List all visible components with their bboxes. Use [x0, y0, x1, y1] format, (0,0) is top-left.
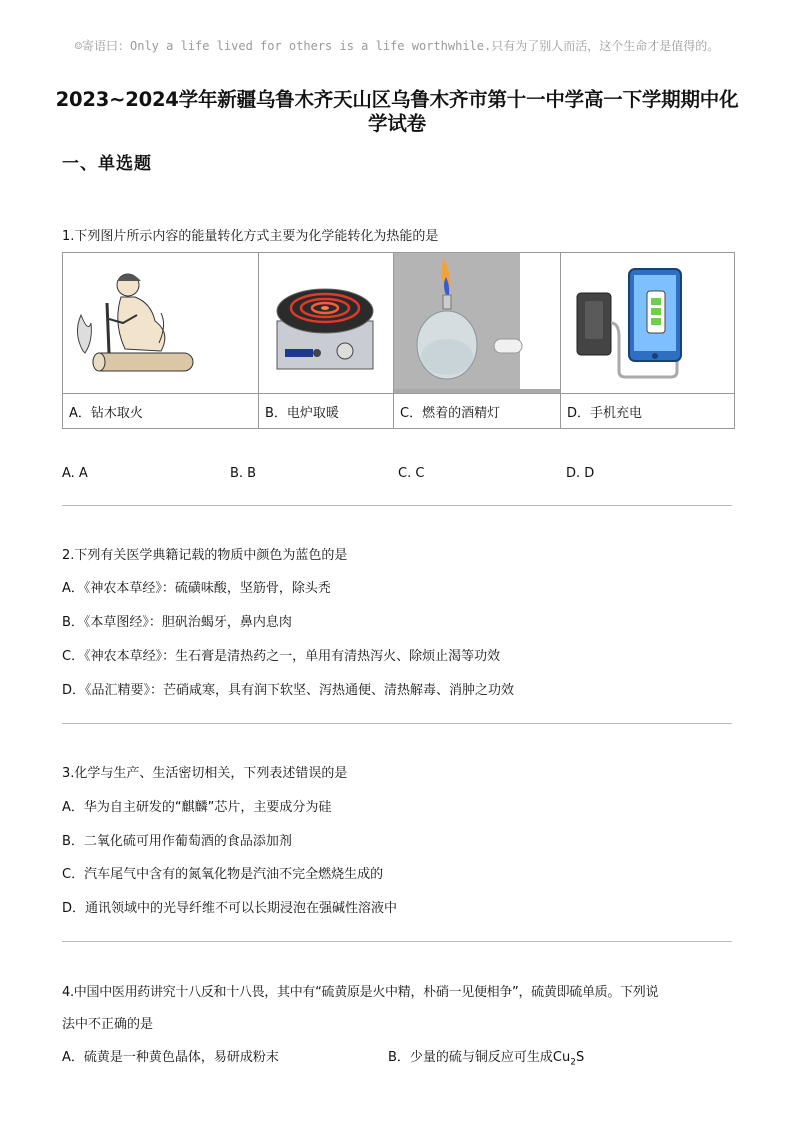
q3-option-b[interactable]: B．二氧化硫可用作葡萄酒的食品添加剂: [62, 834, 292, 849]
q1-stem: 1.下列图片所示内容的能量转化方式主要为化学能转化为热能的是: [62, 229, 439, 244]
q1-caption-b: B．电炉取暖: [259, 394, 394, 429]
q4-option-b[interactable]: [388, 1049, 584, 1072]
q1-answer-b[interactable]: B. B: [230, 466, 257, 481]
section-title: 一、单选题: [62, 154, 152, 174]
q1-caption-a: A．钻木取火: [63, 394, 259, 429]
q4-option-b-text: B．少量的硫与铜反应可生成Cu: [388, 1050, 571, 1065]
q2-option-a[interactable]: A．《神农本草经》：硫磺味酸，坚筋骨，除头秃: [62, 581, 331, 596]
electric-stove-icon: [259, 253, 393, 389]
q1-image-b: [259, 253, 394, 394]
q1-image-a: [63, 253, 259, 394]
q1-answer-d[interactable]: D. D: [566, 466, 595, 481]
q1-answer-a[interactable]: A. A: [62, 466, 88, 481]
q1-image-d: [561, 253, 735, 394]
q4-option-a[interactable]: A．硫黄是一种黄色晶体，易研成粉末: [62, 1050, 279, 1065]
phone-charging-icon: [561, 253, 734, 389]
man-drilling-wood-fire-icon: [63, 253, 258, 389]
divider: [62, 941, 732, 942]
q1-image-table: [62, 252, 735, 429]
exam-title-line2: 学试卷: [368, 112, 426, 135]
divider: [62, 505, 732, 506]
q1-image-c: [394, 253, 561, 394]
q4-stem-line1: 4.中国中医用药讲究十八反和十八畏，其中有“硫黄原是火中精，朴硝一见便相争”，硫黄即硫单质。下列说: [62, 985, 659, 1000]
q1-answer-c[interactable]: C. C: [398, 466, 425, 481]
q4-option-b-tail: S: [575, 1050, 585, 1065]
exam-title: [40, 88, 754, 136]
motto-header: ☺寄语曰：Only a life lived for others is a life worthwhile.只有为了别人而活，这个生命才是值得的。: [74, 39, 720, 53]
q1-caption-d: D．手机充电: [561, 394, 735, 429]
q3-option-d[interactable]: D．通讯领域中的光导纤维不可以长期浸泡在强碱性溶液中: [62, 901, 398, 916]
q2-option-b[interactable]: B．《本草图经》：胆矾治蝎牙，鼻内息肉: [62, 615, 292, 630]
alcohol-lamp-icon: [394, 253, 560, 389]
q2-option-d[interactable]: D．《品汇精要》：芒硝咸寒，具有润下软坚、泻热通便、清热解毒、消肿之功效: [62, 683, 515, 698]
q4-option-b-subscript: 2: [570, 1057, 576, 1068]
q2-stem: 2.下列有关医学典籍记载的物质中颜色为蓝色的是: [62, 548, 348, 563]
q3-stem: 3.化学与生产、生活密切相关，下列表述错误的是: [62, 766, 348, 781]
q1-caption-c: C．燃着的酒精灯: [394, 394, 561, 429]
divider: [62, 723, 732, 724]
q3-option-c[interactable]: C．汽车尾气中含有的氮氧化物是汽油不完全燃烧生成的: [62, 867, 384, 882]
exam-title-line1: 2023~2024学年新疆乌鲁木齐天山区乌鲁木齐市第十一中学高一下学期期中化: [55, 88, 739, 111]
q2-option-c[interactable]: C．《神农本草经》：生石膏是清热药之一，单用有清热泻火、除烦止渴等功效: [62, 649, 501, 664]
q4-stem-line2: 法中不正确的是: [62, 1017, 154, 1032]
q3-option-a[interactable]: A．华为自主研发的“麒麟”芯片，主要成分为硅: [62, 800, 332, 815]
